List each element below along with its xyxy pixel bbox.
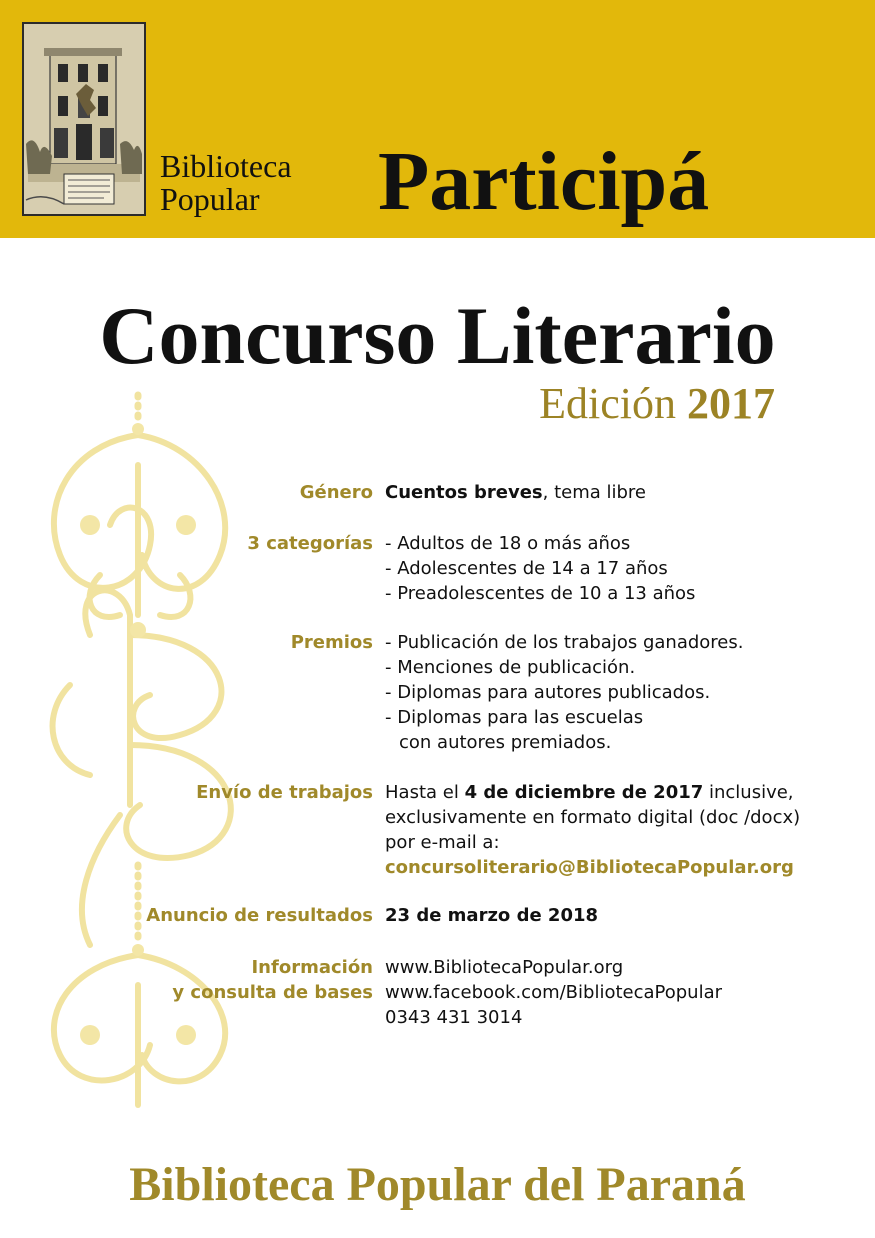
- edition-line: [539, 380, 775, 428]
- submission-pre: Hasta el: [385, 782, 465, 803]
- info-label-line2: y consulta de bases: [172, 982, 373, 1003]
- prize-item: - Menciones de publicación.: [385, 657, 636, 678]
- phone-number: 0343 431 3014: [385, 1007, 523, 1028]
- edition-year: 2017: [687, 379, 775, 428]
- genre-bold: Cuentos breves: [385, 482, 543, 503]
- genre-value: [385, 480, 865, 505]
- info-label-line1: Información: [251, 957, 373, 978]
- results-date: 23 de marzo de 2018: [385, 905, 599, 926]
- prize-item: - Publicación de los trabajos ganadores.: [385, 632, 744, 653]
- submission-email-link[interactable]: concursoliterario@BibliotecaPopular.org: [385, 857, 794, 878]
- prizes-label: Premios: [290, 632, 373, 653]
- library-building-illustration: [22, 22, 146, 216]
- category-item: - Preadolescentes de 10 a 13 años: [385, 583, 696, 604]
- edition-label: Edición: [539, 379, 676, 428]
- category-item: - Adolescentes de 14 a 17 años: [385, 558, 668, 579]
- info-label: [33, 955, 373, 1005]
- prizes-list: [385, 630, 865, 755]
- categories-label: 3 categorías: [247, 533, 373, 554]
- submission-line2: exclusivamente en formato digital (doc /docx): [385, 807, 801, 828]
- library-name: [160, 150, 292, 216]
- header-band: [0, 0, 875, 238]
- library-name-line1: Biblioteca: [160, 148, 292, 184]
- headline: Participá: [378, 135, 710, 228]
- footer-library-name: Biblioteca Popular del Paraná: [129, 1158, 746, 1211]
- facebook-link[interactable]: www.facebook.com/BibliotecaPopular: [385, 982, 723, 1003]
- results-label: Anuncio de resultados: [146, 905, 373, 926]
- submission-deadline: 4 de diciembre de 2017: [464, 782, 704, 803]
- submission-label: Envío de trabajos: [196, 782, 373, 803]
- category-item: - Adultos de 18 o más años: [385, 533, 631, 554]
- submission-line1: [385, 780, 865, 805]
- prize-item: - Diplomas para las escuelas: [385, 707, 644, 728]
- prize-item: - Diplomas para autores publicados.: [385, 682, 711, 703]
- genre-rest: , tema libre: [542, 482, 646, 503]
- categories-list: [385, 531, 865, 606]
- library-name-line2: Popular: [160, 181, 260, 217]
- prize-item: con autores premiados.: [399, 732, 612, 753]
- results-value: [385, 903, 865, 928]
- genre-label: Género: [299, 482, 373, 503]
- submission-post: inclusive,: [703, 782, 794, 803]
- contest-title: Concurso Literario: [99, 290, 776, 381]
- submission-details: [385, 780, 865, 880]
- website-link[interactable]: www.BibliotecaPopular.org: [385, 957, 624, 978]
- building-sketch-icon: [24, 24, 144, 214]
- info-values: [385, 955, 865, 1030]
- submission-line3: por e-mail a:: [385, 832, 500, 853]
